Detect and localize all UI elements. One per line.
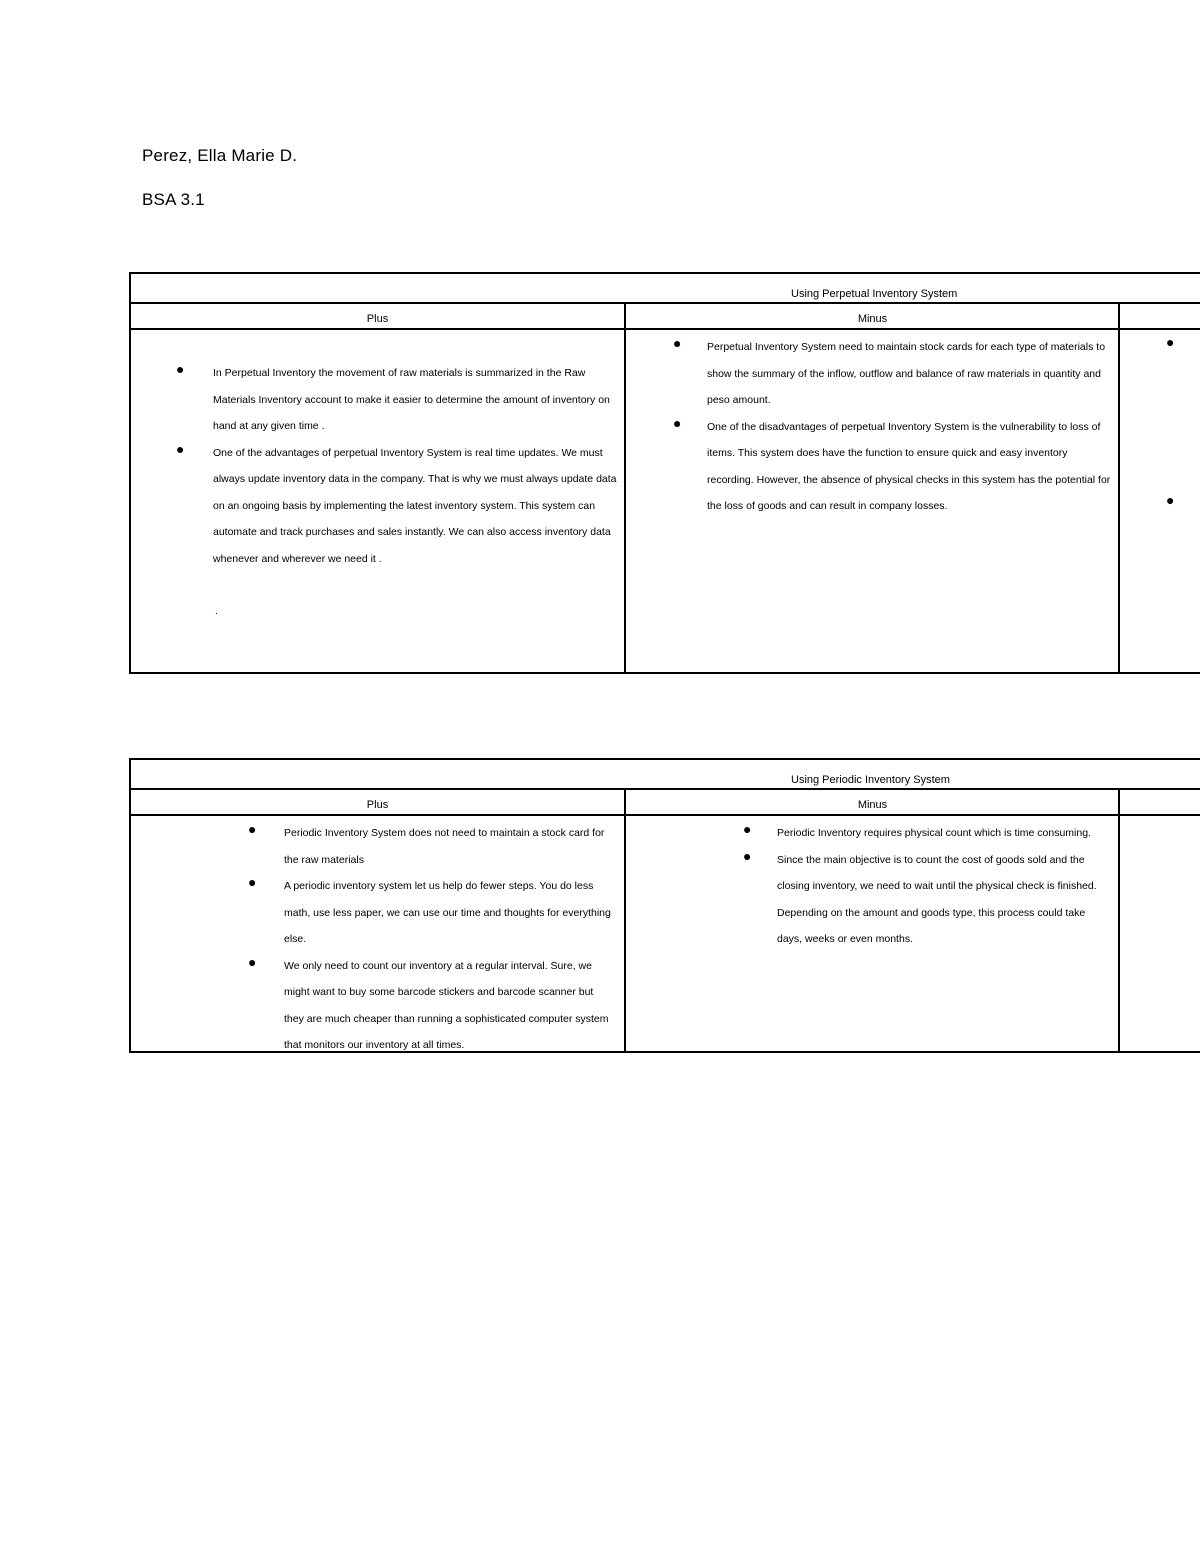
list-item-text: We only need to count our inventory at a regular interval. Sure, we might want to buy some barcode stickers and barcode scanner but they are much cheaper than running a sophisticated computer system that monitors our inventory at all times. (284, 959, 609, 1051)
perpetual-minus-cell (626, 330, 1118, 672)
list-item (743, 847, 1111, 953)
perpetual-minus-list (673, 334, 1111, 520)
list-item (248, 873, 616, 953)
plus-column-header: Plus (366, 313, 389, 325)
list-item (673, 334, 1111, 414)
table-body-row (131, 330, 1200, 672)
perpetual-plus-list (176, 360, 617, 572)
list-item-text: Perpetual Inventory System need to maintain stock cards for each type of materials to show the summary of the inflow, outflow and balance of raw materials in quantity and peso amount. (707, 341, 1106, 406)
trailing-text: . (215, 605, 218, 617)
periodic-minus-list (743, 820, 1111, 953)
list-item-text: One of the advantages of perpetual Inventory System is real time updates. We must always update inventory data in the company. That is why we must always update data on an ongoing basis by implementing the latest inventory system. This system can automate and track purchases and sales instantly. We can also access inventory data whenever and wherever we need it . (213, 446, 617, 565)
table-header-row (131, 302, 1200, 330)
table-header-row (131, 788, 1200, 816)
periodic-minus-cell (626, 816, 1118, 1051)
minus-column-header: Minus (857, 799, 888, 811)
list-item (248, 820, 616, 873)
bullet-icon: ● (1166, 334, 1175, 350)
list-item (743, 820, 1111, 847)
table-title-row (131, 274, 1200, 304)
list-item-text: A periodic inventory system let us help do fewer steps. You do less math, use less paper, we can use our time and thoughts for everything else. (284, 880, 611, 945)
list-item-text: Periodic Inventory System does not need to maintain a stock card for the raw materials (284, 827, 605, 866)
list-item-text: In Perpetual Inventory the movement of raw materials is summarized in the Raw Materials Inventory account to make it easier to determine the amount of inventory on hand at any given time . (213, 367, 610, 432)
course-section: BSA 3.1 (142, 190, 205, 209)
bullet-icon: ● (673, 335, 682, 351)
bullet-icon: ● (248, 874, 257, 890)
table-title-row (131, 760, 1200, 790)
list-item-text: One of the disadvantages of perpetual Inventory System is the vulnerability to loss of items. This system does have the function to ensure quick and easy inventory recording. However, the absence of physical checks in this system has the potential for the loss of goods and can result in company losses. (707, 420, 1111, 512)
student-name: Perez, Ella Marie D. (142, 146, 298, 165)
list-item (673, 414, 1111, 520)
bullet-icon: ● (1166, 492, 1175, 508)
bullet-icon: ● (176, 440, 185, 457)
perpetual-table-title: Using Perpetual Inventory System (791, 288, 958, 300)
periodic-plus-cell (131, 816, 624, 1051)
perpetual-plus-cell (131, 330, 624, 672)
list-item-text: Since the main objective is to count the cost of goods sold and the closing inventory, we need to wait until the physical check is finished. Depending on the amount and goods type, this process could take days, weeks or even months. (777, 853, 1097, 945)
bullet-icon: ● (248, 953, 257, 970)
bullet-icon: ● (176, 361, 185, 377)
periodic-inventory-table (129, 758, 1200, 1053)
minus-column-header: Minus (857, 313, 888, 325)
plus-column-header: Plus (366, 799, 389, 811)
bullet-icon: ● (673, 414, 682, 431)
bullet-icon: ● (743, 821, 752, 837)
list-item (176, 360, 617, 440)
perpetual-third-cell (1120, 330, 1200, 672)
periodic-table-title: Using Periodic Inventory System (791, 774, 950, 786)
bullet-icon: ● (743, 847, 752, 864)
list-item-text: Periodic Inventory requires physical count which is time consuming. (777, 827, 1091, 839)
perpetual-inventory-table (129, 272, 1200, 674)
periodic-plus-list (248, 820, 616, 1051)
list-item (176, 440, 617, 573)
table-body-row (131, 816, 1200, 1051)
list-item (248, 953, 616, 1052)
bullet-icon: ● (248, 821, 257, 837)
